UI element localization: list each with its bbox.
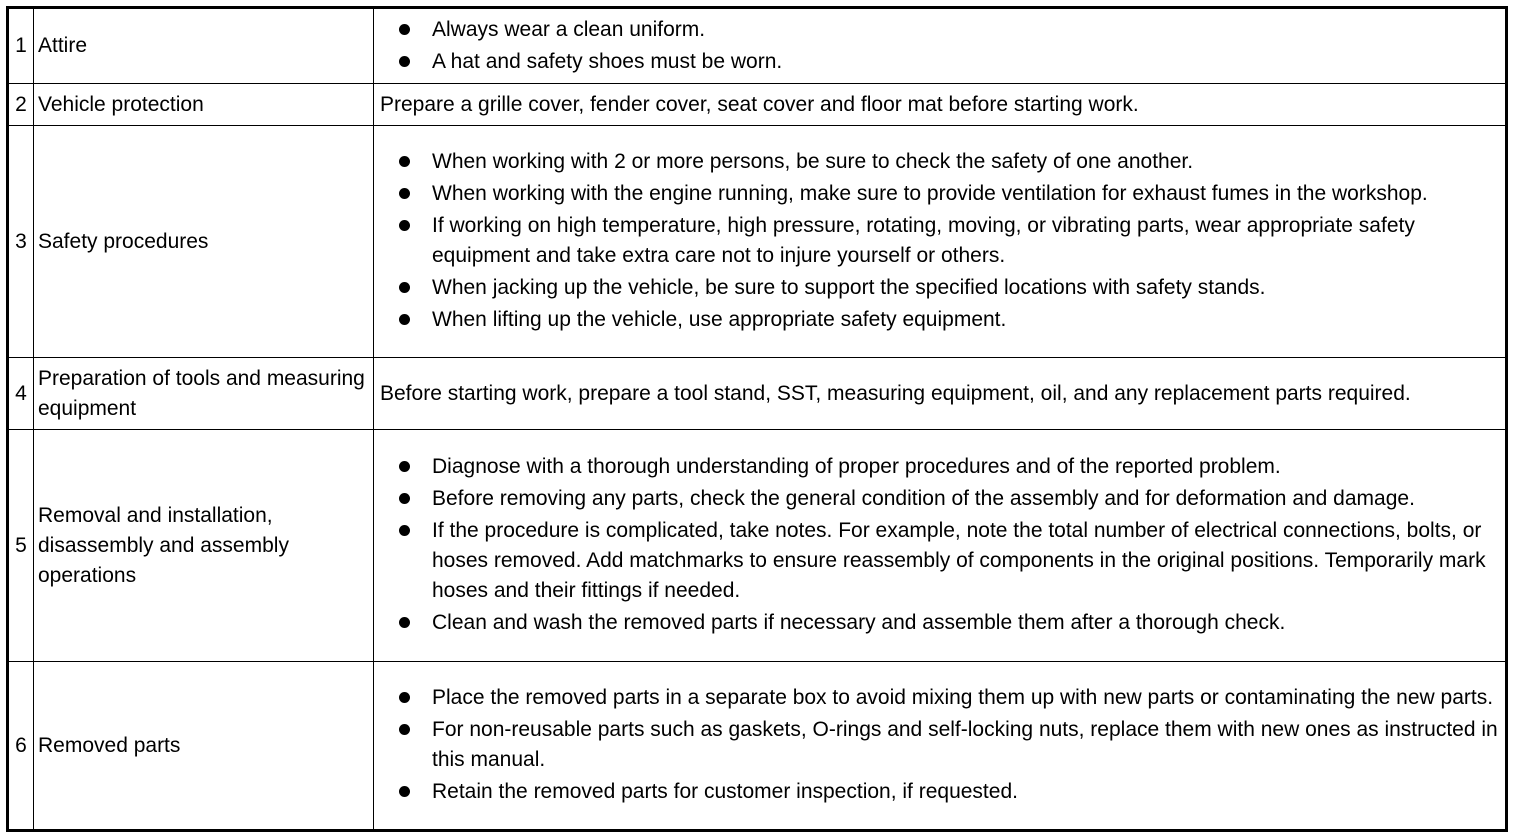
table-row <box>8 430 1507 662</box>
row-item: Removal and installation, disassembly and assembly operations <box>34 430 374 662</box>
row-number: 6 <box>8 662 34 831</box>
row-item: Removed parts <box>34 662 374 831</box>
bullet-item: Retain the removed parts for customer inspection, if requested. <box>380 777 1499 807</box>
bullet-item: When working with the engine running, make sure to provide ventilation for exhaust fumes in the workshop. <box>380 179 1499 209</box>
row-number: 4 <box>8 358 34 430</box>
row-number: 2 <box>8 84 34 126</box>
bullet-dot-icon <box>399 314 410 325</box>
bullet-item: For non-reusable parts such as gaskets, O-rings and self-locking nuts, replace them with new ones as instructed in this manual. <box>380 715 1499 775</box>
procedures-table <box>6 6 1508 832</box>
bullet-dot-icon <box>399 24 410 35</box>
bullet-dot-icon <box>399 617 410 628</box>
row-item: Attire <box>34 8 374 84</box>
row-description: Before starting work, prepare a tool stand, SST, measuring equipment, oil, and any replacement parts required. <box>374 358 1507 430</box>
row-description <box>374 662 1507 831</box>
bullet-dot-icon <box>399 786 410 797</box>
bullet-item: Always wear a clean uniform. <box>380 15 1499 45</box>
bullet-dot-icon <box>399 282 410 293</box>
row-description <box>374 8 1507 84</box>
row-description <box>374 430 1507 662</box>
table-row <box>8 126 1507 358</box>
row-description <box>374 126 1507 358</box>
bullet-dot-icon <box>399 525 410 536</box>
bullet-item: If working on high temperature, high pressure, rotating, moving, or vibrating parts, wear appropriate safety equipment and take extra care not to injure yourself or others. <box>380 211 1499 271</box>
bullet-dot-icon <box>399 188 410 199</box>
table-row <box>8 358 1507 430</box>
bullet-dot-icon <box>399 724 410 735</box>
row-item: Safety procedures <box>34 126 374 358</box>
bullet-item: Place the removed parts in a separate box to avoid mixing them up with new parts or contaminating the new parts. <box>380 683 1499 713</box>
table-row <box>8 662 1507 831</box>
row-number: 3 <box>8 126 34 358</box>
row-description: Prepare a grille cover, fender cover, seat cover and floor mat before starting work. <box>374 84 1507 126</box>
bullet-item: Before removing any parts, check the general condition of the assembly and for deformation and damage. <box>380 484 1499 514</box>
bullet-dot-icon <box>399 692 410 703</box>
bullet-dot-icon <box>399 461 410 472</box>
bullet-dot-icon <box>399 220 410 231</box>
bullet-dot-icon <box>399 156 410 167</box>
bullet-dot-icon <box>399 56 410 67</box>
bullet-dot-icon <box>399 493 410 504</box>
bullet-item: A hat and safety shoes must be worn. <box>380 47 1499 77</box>
table-row <box>8 84 1507 126</box>
row-number: 5 <box>8 430 34 662</box>
bullet-item: When jacking up the vehicle, be sure to support the specified locations with safety stands. <box>380 273 1499 303</box>
bullet-item: If the procedure is complicated, take notes. For example, note the total number of electrical connections, bolts, or hoses removed. Add matchmarks to ensure reassembly of components in the original positions. Temporarily mark hoses and their fittings if needed. <box>380 516 1499 606</box>
bullet-item: When working with 2 or more persons, be sure to check the safety of one another. <box>380 147 1499 177</box>
bullet-item: Diagnose with a thorough understanding of proper procedures and of the reported problem. <box>380 452 1499 482</box>
table-row <box>8 8 1507 84</box>
table-body <box>8 8 1507 831</box>
row-item: Preparation of tools and measuring equipment <box>34 358 374 430</box>
bullet-item: When lifting up the vehicle, use appropriate safety equipment. <box>380 305 1499 335</box>
bullet-item: Clean and wash the removed parts if necessary and assemble them after a thorough check. <box>380 608 1499 638</box>
row-item: Vehicle protection <box>34 84 374 126</box>
row-number: 1 <box>8 8 34 84</box>
